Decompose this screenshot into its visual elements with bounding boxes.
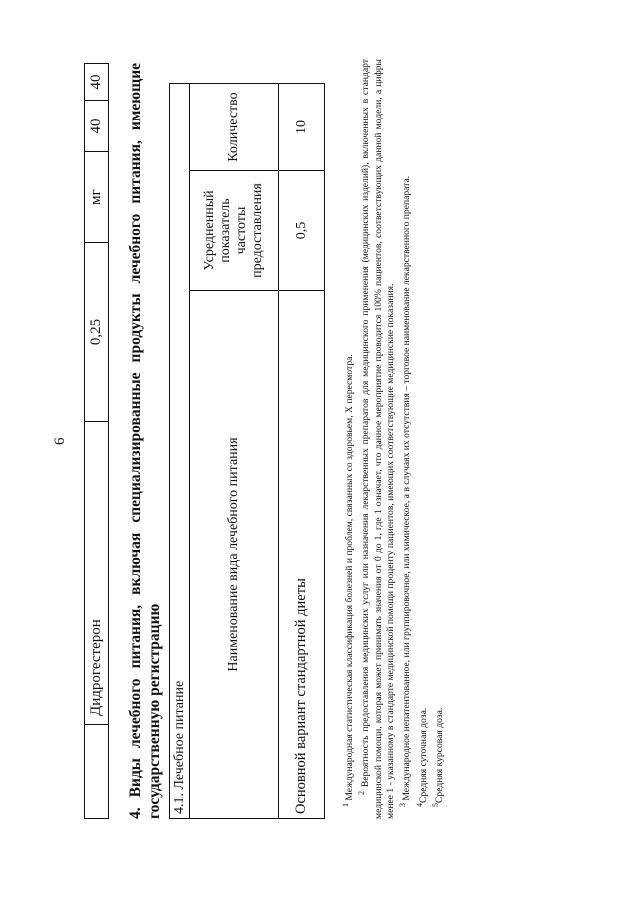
- column-header-name: Наименование вида лечебного питания: [190, 291, 279, 819]
- probability-cell: 0,25: [85, 243, 109, 422]
- header-row: [190, 84, 279, 819]
- drug-table: [84, 63, 109, 819]
- course-dose-cell: 40: [85, 64, 109, 101]
- daily-dose-cell: 40: [85, 101, 109, 152]
- table-row: [85, 64, 109, 819]
- frequency-cell: 0,5: [279, 171, 325, 291]
- page-number: 6: [52, 437, 68, 445]
- footnote: $^1$ Международная статистическая классификация болезней и проблем, связанных со здоровьем, X пересмотра.: [341, 354, 356, 807]
- drug-name-cell: Дидрогестерон: [85, 422, 109, 725]
- section-heading: [126, 63, 164, 819]
- footnote: $^2$ Вероятность предоставления медицинских услуг или назначения лекарственных препаратов для медицинского применения (медицинских изделий), включенных в стандарт медицинской помощи, которая может принимать значения от 0 до 1, где 1 означает, что данное мероприятие проводится 100% пациентов, соответствующих данной модели, а цифры менее 1 - указанному в стандарте медицинской помощи проценту пациентов, имеющих соответствующие медицинские показания.: [357, 59, 396, 819]
- section-title: Виды лечебного питания, включая специализированные продукты лечебного питания, имеющие государственную регистрацию: [127, 62, 163, 819]
- footnote: $^4$Средняя суточная доза.: [414, 707, 429, 807]
- empty-cell: [85, 725, 109, 819]
- table-row: [279, 84, 325, 819]
- subsection-row: [170, 84, 190, 819]
- subsection-title: 4.1. Лечебное питание: [170, 84, 190, 819]
- unit-cell: мг: [85, 152, 109, 243]
- footnote: $^5$Средняя курсовая доза.: [430, 707, 446, 807]
- section-number: 4.: [127, 807, 144, 819]
- column-header-frequency: Усредненный показатель частоты предоставления: [190, 171, 279, 291]
- column-header-quantity: Количество: [190, 84, 279, 171]
- diet-name-cell: Основной вариант стандартной диеты: [279, 291, 325, 819]
- nutrition-table: [169, 83, 325, 819]
- quantity-cell: 10: [279, 84, 325, 171]
- footnote: $^3$ Международное непатентованное, или группировочное, или химическое, а в случаях их отсутствия – торговое наименование лекарственного препарата.: [398, 175, 413, 807]
- footnotes: [340, 59, 446, 819]
